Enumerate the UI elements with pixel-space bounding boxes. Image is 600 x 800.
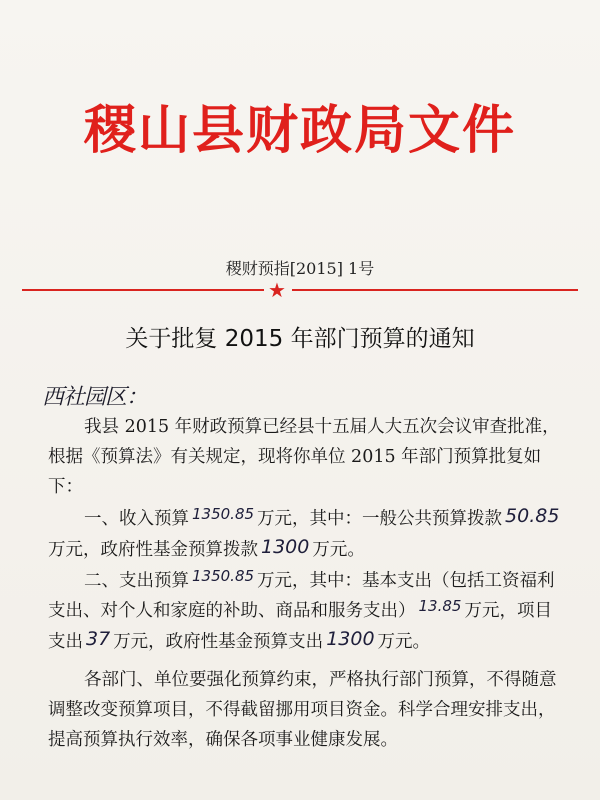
expenditure-total-handwritten: 1350.85	[192, 567, 255, 585]
notice-title: 关于批复 2015 年部门预算的通知	[125, 326, 475, 352]
paragraph-requirements-text: 各部门、单位要强化预算约束，严格执行部门预算，不得随意调整改变预算项目，不得截留挪用项目资金。科学合理安排支出，提高预算执行效率，确保各项事业健康发展。	[48, 670, 557, 750]
divider-line-right	[292, 289, 578, 291]
paragraph-income	[48, 503, 568, 565]
income-text-b: 万元，其中：一般公共预算拨款	[257, 509, 503, 529]
paragraph-intro	[48, 412, 568, 502]
document-number: 稷财预指[2015] 1号	[225, 259, 375, 278]
project-expenditure-handwritten: 37	[86, 628, 111, 650]
paragraph-intro-text: 我县 2015 年财政预算已经县十五届人大五次会议审查批准，根据《预算法》有关规定，现将你单位 2015 年部门预算批复如下：	[48, 417, 560, 497]
paragraph-expenditure	[48, 566, 568, 657]
expenditure-text-e: 万元。	[377, 632, 431, 652]
general-budget-handwritten: 50.85	[505, 505, 560, 527]
star-icon: ★	[268, 278, 286, 302]
income-text-d: 万元。	[312, 540, 365, 560]
paragraph-requirements	[48, 665, 568, 755]
expenditure-text-c: 万元，项目支出	[48, 601, 552, 652]
expenditure-label: 二、支出预算	[84, 571, 189, 591]
income-total-handwritten: 1350.85	[192, 505, 255, 523]
basic-expenditure-handwritten: 13.85	[418, 597, 462, 615]
issuing-authority-title: 稷山县财政局文件	[83, 100, 516, 161]
income-label: 一、收入预算	[84, 509, 189, 529]
fund-budget-handwritten: 1300	[261, 536, 310, 558]
fund-expenditure-handwritten: 1300	[326, 628, 375, 650]
recipient-handwritten: 西社园区：	[42, 385, 148, 410]
expenditure-text-d: 万元，政府性基金预算支出	[113, 632, 324, 652]
expenditure-text-b: 万元，其中：基本支出（包括工资福利支出、对个人和家庭的补助、商品和服务支出）	[48, 571, 555, 621]
red-divider	[22, 278, 578, 302]
divider-line-left	[22, 289, 264, 291]
income-text-c: 万元，政府性基金预算拨款	[48, 540, 258, 560]
